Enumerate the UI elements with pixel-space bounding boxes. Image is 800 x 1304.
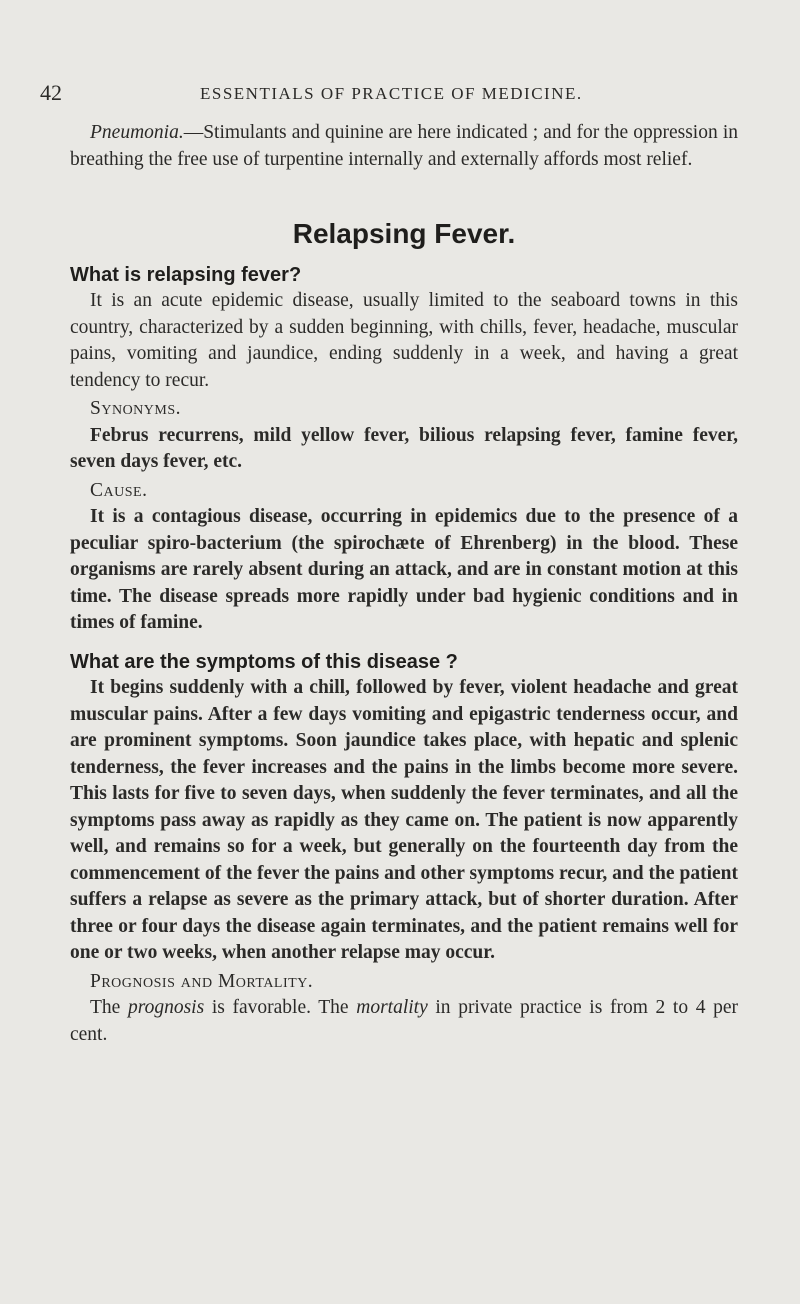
prognosis-word: prognosis — [127, 997, 205, 1018]
pneumonia-label: Pneumonia. — [90, 122, 184, 143]
cause-heading: Cause. — [90, 479, 148, 501]
question-symptoms: What are the symptoms of this disease ? — [70, 650, 458, 673]
running-head: ESSENTIALS OF PRACTICE OF MEDICINE. — [200, 84, 583, 103]
prognosis-text — [70, 995, 738, 1048]
mortality-word: mortality — [356, 997, 428, 1018]
prognosis-text-2: is favorable. The — [204, 997, 357, 1018]
page-body — [70, 120, 738, 1048]
pneumonia-text: —Stimulants and quinine are here indicated ; and for the oppression in breathing the free use of turpentine internally and externally affords most relief. — [70, 122, 738, 170]
page-number: 42 — [40, 80, 62, 105]
synonyms-text: Februs recurrens, mild yellow fever, bilious relapsing fever, famine fever, seven days fever, etc. — [70, 424, 738, 472]
pneumonia-paragraph — [70, 120, 738, 173]
cause-text: It is a contagious disease, occurring in epidemics due to the presence of a peculiar spiro-bacterium (the spirochæte of Ehrenberg) in the blood. These organisms are rarely absent during an attack, and are in constant motion at this time. The disease spreads more rapidly under bad hygienic conditions and in times of famine. — [70, 506, 738, 633]
page-header — [40, 80, 760, 110]
prognosis-heading: Prognosis and Mortality. — [90, 970, 314, 992]
answer-what-is: It is an acute epidemic disease, usually limited to the seaboard towns in this country, characterized by a sudden beginning, with chills, fever, headache, muscular pains, vomiting and jaundice, ending suddenly in a week, and having a great tendency to recur. — [70, 290, 738, 391]
synonyms-heading: Synonyms. — [90, 398, 182, 419]
prognosis-text-1: The — [90, 997, 128, 1018]
answer-symptoms: It begins suddenly with a chill, followed by fever, violent headache and great muscular pains. After a few days vomiting and epigastric tenderness occur, and are prominent symptoms. Soon jaundice takes place, with hepatic and splenic tenderness, the fever increases and the pains in the limbs become more severe. This lasts for five to seven days, when suddenly the fever terminates, and all the symptoms pass away as rapidly as they came on. The patient is now apparently well, and remains so for a week, but generally on the fourteenth day from the commencement of the fever the pains and other symptoms recur, and the patient suffers a relapse as severe as the primary attack, but of shorter duration. After three or four days the disease again terminates, and the patient remains well for one or two weeks, when another relapse may occur. — [70, 677, 738, 963]
prognosis-text-3: in private practice is from 2 to 4 per cent. — [70, 997, 739, 1045]
chapter-title: Relapsing Fever. — [292, 218, 516, 249]
question-what-is: What is relapsing fever? — [70, 263, 302, 286]
